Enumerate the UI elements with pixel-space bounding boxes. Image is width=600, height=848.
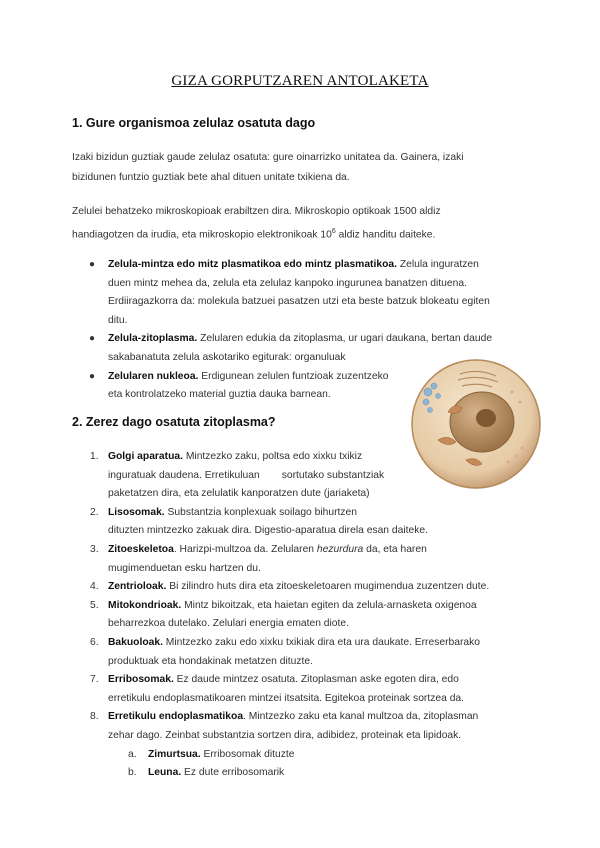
sub-list-term: Zimurtsua. [148, 748, 201, 760]
para2-line2 [72, 222, 532, 245]
list-number: 6. [90, 636, 99, 648]
list-item-endoplasmic-reticulum [72, 708, 542, 745]
list-text: . Mintzezko zaku eta kanal multzoa da, zitoplasman [243, 711, 479, 723]
list-term: Mitokondrioak. [108, 599, 182, 611]
bullet-text: Zelularen edukia da zitoplasma, ur ugari daukana, bertan daude [197, 333, 493, 345]
list-text: mugimenduetan esku hartzen du. [108, 562, 261, 574]
list-item-centrioles [72, 578, 542, 597]
list-item-lysosomes [72, 504, 542, 541]
sub-item-smooth [72, 764, 542, 783]
sub-list-text: Erribosomak dituzte [200, 748, 295, 760]
list-number: 8. [90, 711, 99, 723]
sub-list-letter: b. [128, 767, 137, 779]
para2-line1: Zelulei behatzeko mikroskopioak erabiltzen dira. Mikroskopio optikoak 1500 aldiz [72, 206, 441, 217]
list-term: Bakuoloak. [108, 636, 163, 648]
list-number: 3. [90, 543, 99, 555]
sub-list-term: Leuna. [148, 767, 182, 779]
bullet-text: Zelula inguratzen [396, 259, 479, 270]
list-number: 4. [90, 581, 99, 593]
list-item-cytoskeleton [72, 541, 542, 578]
list-item-ribosomes [72, 671, 542, 708]
para2-line2-text-a: handiagotzen da irudia, eta mikroskopio elektronikoak 10 [72, 229, 332, 241]
sub-list-letter: a. [128, 748, 137, 760]
list-text: dituzten mintzezko zakuak dira. Digestio-aparatua direla esan daiteke. [108, 525, 428, 537]
list-text: da, eta haren [363, 543, 427, 555]
list-number: 2. [90, 506, 99, 518]
bullet-term: Zelularen nukleoa. [108, 370, 199, 382]
bullet-dot: ● [89, 333, 96, 345]
section2-ordered-list [72, 448, 542, 783]
list-text: paketatzen dira, eta zelulatik kanporatzen dute (jariaketa) [108, 488, 370, 500]
bullet-text: eta kontrolatzeko material guztia dauka barnean. [108, 389, 331, 401]
list-text: erretikulu endoplasmatikoaren mintzei itsatsita. Egitekoa proteinak sortzea da. [108, 692, 465, 704]
list-item-golgi [72, 448, 542, 504]
para2-line2-text-b: aldiz handitu daiteke. [335, 229, 436, 241]
bullet-text: duen mintz mehea da, zelula eta zelulaz kanpoko ingurunea banatzen dituena. [108, 277, 467, 289]
sub-item-rough [72, 746, 542, 765]
list-number: 5. [90, 599, 99, 611]
list-text: inguratuak daudena. Erretikuluan [108, 469, 260, 481]
list-text: Bi zilindro huts dira eta zitoeskeletoaren mugimendua zuzentzen dute. [166, 581, 490, 593]
list-text: sortutako substantziak [281, 469, 385, 481]
bullet-text: sakabanatuta zelula askotariko egiturak: organuluak [108, 351, 346, 363]
list-text: produktuak eta hondakinak metatzen dituzte. [108, 655, 313, 667]
list-text: Mintzezko zaku, poltsa edo xixku txikiz [182, 451, 363, 462]
sub-list-text: Ez dute erribosomarik [181, 767, 285, 779]
bullet-text: ditu. [108, 314, 128, 326]
page-title: GIZA GORPUTZAREN ANTOLAKETA [171, 73, 429, 89]
list-term: Lisosomak. [108, 506, 165, 518]
section1-paragraph2 [72, 202, 532, 245]
section1-paragraph1 [72, 148, 532, 188]
list-number: 7. [90, 674, 99, 686]
list-text: zehar dago. Zeinbat substantzia sortzen dira, adibidez, proteinak eta lipidoak. [108, 729, 462, 741]
para1-line2: bizidunen funtzio guztiak bete ahal dituen unitate txikiena da. [72, 172, 350, 183]
section1-heading: 1. Gure organismoa zelulaz osatuta dago [72, 116, 316, 130]
list-item-mitochondria [72, 597, 542, 634]
bullet-item-membrane [72, 256, 542, 330]
list-term: Zentrioloak. [108, 581, 167, 593]
list-term: Zitoeskeletoa [108, 543, 174, 555]
bullet-text: Erdiiragazkorra da: molekula batzuei pasatzen utzi eta beste batzuk blokeatu egiten [108, 296, 490, 308]
bullet-term: Zelula-zitoplasma. [108, 333, 198, 345]
bullet-term: Zelula-mintza edo mitz plasmatikoa edo mintz plasmatikoa. [108, 259, 397, 270]
list-text: . Harizpi-multzoa da. Zelularen [173, 543, 317, 555]
bullet-dot: ● [89, 259, 96, 270]
list-text: beharrezkoa dutelako. Zelulari energia ematen diote. [108, 618, 349, 630]
bullet-dot: ● [89, 370, 96, 382]
list-text: Mintzezko zaku edo xixku txikiak dira eta ura daukate. Erreserbarako [162, 636, 481, 648]
list-term: Erribosomak. [108, 674, 174, 686]
para1-line1: Izaki bizidun guztiak gaude zelulaz osatuta: gure oinarrizko unitatea da. Gainera, izaki [72, 152, 464, 163]
section2-heading: 2. Zerez dago osatuta zitoplasma? [72, 415, 276, 429]
list-text: Mintz bikoitzak, eta haietan egiten da zelula-arnasketa oxigenoa [181, 599, 477, 611]
list-term: Golgi aparatua. [108, 451, 183, 462]
list-number: 1. [90, 451, 99, 462]
para2-exponent: 6 [331, 228, 336, 235]
list-term: Erretikulu endoplasmatikoa [108, 711, 244, 723]
list-text: Ez daude mintzez osatuta. Zitoplasman aske egoten dira, edo [173, 674, 459, 686]
cell-nucleolus [476, 409, 496, 427]
list-item-vacuoles [72, 634, 542, 671]
bullet-text: Erdigunean zelulen funtzioak zuzentzeko [198, 370, 389, 382]
list-text: Substantzia konplexuak soilago bihurtzen [164, 506, 357, 518]
list-text-italic: hezurdura [316, 543, 364, 555]
